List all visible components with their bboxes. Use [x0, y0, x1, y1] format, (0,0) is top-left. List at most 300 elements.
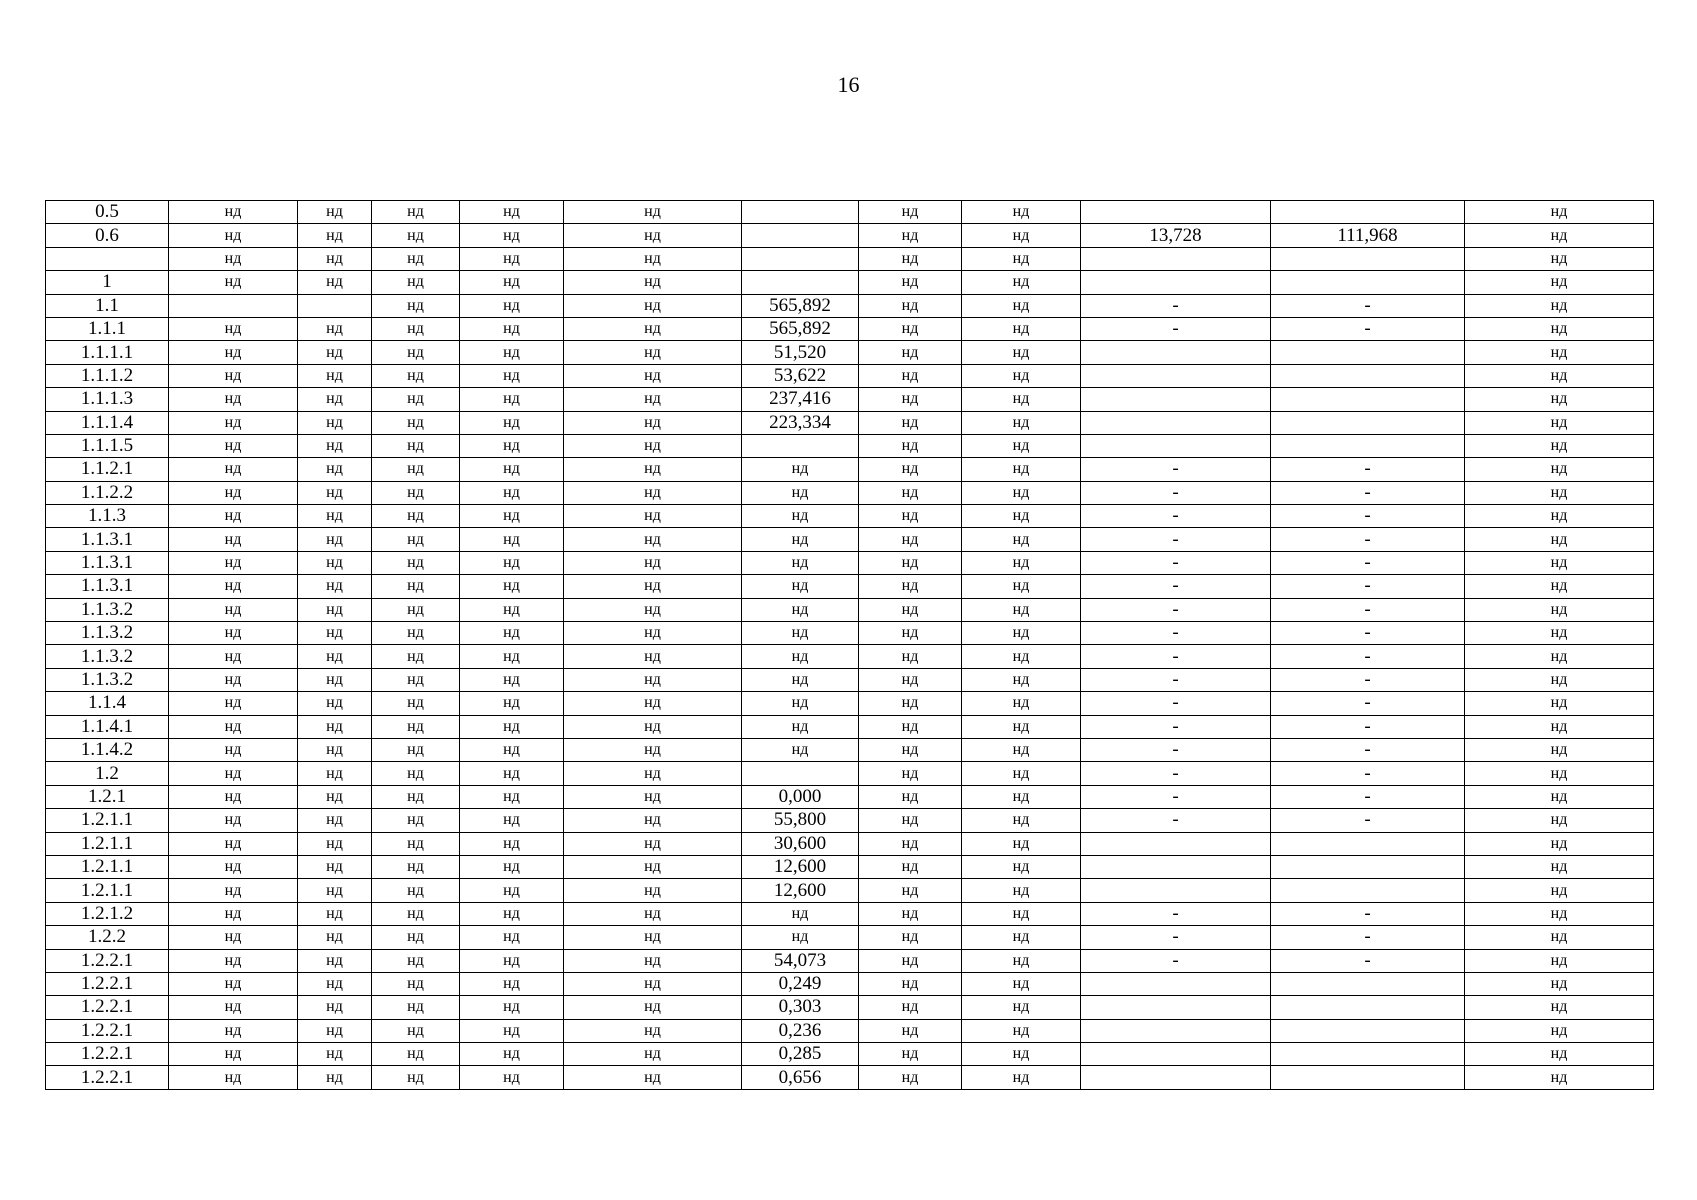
table-cell: нд — [859, 996, 962, 1019]
table-cell: нд — [859, 505, 962, 528]
table-cell: нд — [460, 855, 564, 878]
table-cell: - — [1271, 622, 1465, 645]
table-cell — [1081, 388, 1271, 411]
table-cell: нд — [962, 341, 1081, 364]
table-cell — [742, 247, 859, 270]
table-cell: нд — [859, 622, 962, 645]
table-cell: нд — [962, 411, 1081, 434]
table-cell: нд — [564, 785, 742, 808]
table-cell: нд — [169, 692, 298, 715]
table-cell: нд — [372, 972, 460, 995]
table-cell: нд — [460, 972, 564, 995]
table-cell: нд — [169, 271, 298, 294]
table-cell: нд — [1465, 434, 1654, 457]
table-cell: нд — [298, 902, 372, 925]
table-cell: - — [1271, 317, 1465, 340]
table-cell: нд — [859, 1043, 962, 1066]
table-cell: нд — [1465, 411, 1654, 434]
table-row — [46, 388, 1654, 411]
table-cell: нд — [1465, 785, 1654, 808]
table-cell: нд — [1465, 481, 1654, 504]
table-cell: нд — [372, 458, 460, 481]
table-cell: нд — [298, 458, 372, 481]
table-cell: нд — [564, 902, 742, 925]
table-cell: нд — [1465, 575, 1654, 598]
table-cell: нд — [962, 645, 1081, 668]
table-cell: - — [1271, 551, 1465, 574]
table-cell: нд — [460, 1019, 564, 1042]
table-cell: нд — [372, 949, 460, 972]
table-cell: нд — [169, 1019, 298, 1042]
table-cell: нд — [298, 247, 372, 270]
table-cell: нд — [169, 645, 298, 668]
table-cell: нд — [742, 738, 859, 761]
table-cell: 13,728 — [1081, 224, 1271, 247]
table-row — [46, 996, 1654, 1019]
table-cell — [1271, 832, 1465, 855]
table-cell: нд — [962, 388, 1081, 411]
table-row — [46, 902, 1654, 925]
table-cell: нд — [1465, 832, 1654, 855]
table-cell: нд — [859, 785, 962, 808]
table-cell: нд — [460, 201, 564, 224]
table-cell: нд — [859, 668, 962, 691]
table-cell: нд — [372, 505, 460, 528]
table-cell: нд — [169, 879, 298, 902]
table-cell — [1271, 434, 1465, 457]
table-cell: нд — [962, 528, 1081, 551]
table-cell: нд — [1465, 458, 1654, 481]
table-row — [46, 481, 1654, 504]
table-cell: нд — [298, 317, 372, 340]
table-cell: нд — [460, 388, 564, 411]
row-code-cell: 1.1.3.1 — [46, 575, 169, 598]
table-cell: нд — [962, 575, 1081, 598]
table-cell: - — [1271, 949, 1465, 972]
table-cell: нд — [1465, 879, 1654, 902]
table-row — [46, 224, 1654, 247]
table-row — [46, 1066, 1654, 1089]
table-cell: 12,600 — [742, 879, 859, 902]
table-cell: - — [1081, 575, 1271, 598]
table-cell: нд — [859, 528, 962, 551]
table-cell: нд — [372, 271, 460, 294]
table-cell: нд — [460, 341, 564, 364]
table-cell: нд — [169, 715, 298, 738]
table-cell: нд — [372, 388, 460, 411]
table-cell — [742, 762, 859, 785]
table-cell: нд — [1465, 692, 1654, 715]
table-cell: 0,236 — [742, 1019, 859, 1042]
table-cell — [1271, 1066, 1465, 1089]
table-cell: нд — [298, 575, 372, 598]
row-code-cell: 1.1.2.1 — [46, 458, 169, 481]
row-code-cell: 1.1.4 — [46, 692, 169, 715]
table-cell — [1081, 972, 1271, 995]
row-code-cell: 1.2.2.1 — [46, 996, 169, 1019]
table-cell: нд — [962, 201, 1081, 224]
row-code-cell: 1.1.1.4 — [46, 411, 169, 434]
table-cell: - — [1271, 902, 1465, 925]
row-code-cell: 1.1.3 — [46, 505, 169, 528]
table-cell: нд — [460, 598, 564, 621]
row-code-cell: 1.1.4.1 — [46, 715, 169, 738]
row-code-cell: 1 — [46, 271, 169, 294]
table-cell: нд — [298, 528, 372, 551]
table-cell: нд — [859, 411, 962, 434]
table-cell: нд — [298, 809, 372, 832]
table-row — [46, 317, 1654, 340]
table-row — [46, 972, 1654, 995]
table-cell: нд — [564, 996, 742, 1019]
table-cell: 0,303 — [742, 996, 859, 1019]
data-table — [45, 200, 1654, 1090]
table-row — [46, 949, 1654, 972]
table-cell: нд — [169, 551, 298, 574]
table-cell: нд — [962, 1066, 1081, 1089]
table-cell: нд — [460, 809, 564, 832]
table-cell: нд — [298, 1043, 372, 1066]
table-cell: нд — [859, 224, 962, 247]
table-cell: - — [1081, 738, 1271, 761]
row-code-cell: 1.2.1.1 — [46, 832, 169, 855]
table-cell: нд — [1465, 622, 1654, 645]
table-cell: - — [1081, 622, 1271, 645]
table-cell: нд — [1465, 201, 1654, 224]
table-cell: - — [1271, 294, 1465, 317]
table-cell — [1271, 411, 1465, 434]
row-code-cell: 1.2.2.1 — [46, 949, 169, 972]
table-row — [46, 738, 1654, 761]
table-cell: - — [1271, 785, 1465, 808]
table-row — [46, 294, 1654, 317]
table-cell: нд — [962, 715, 1081, 738]
table-cell: нд — [372, 645, 460, 668]
table-cell: нд — [962, 972, 1081, 995]
table-cell: - — [1081, 645, 1271, 668]
table-cell: нд — [169, 622, 298, 645]
row-code-cell: 1.2 — [46, 762, 169, 785]
table-cell: нд — [962, 949, 1081, 972]
table-cell: - — [1081, 692, 1271, 715]
table-cell: нд — [859, 715, 962, 738]
table-cell: нд — [460, 528, 564, 551]
table-cell: - — [1081, 668, 1271, 691]
table-cell: нд — [564, 388, 742, 411]
table-cell: нд — [859, 201, 962, 224]
table-cell: - — [1081, 949, 1271, 972]
table-cell: 30,600 — [742, 832, 859, 855]
table-cell: нд — [169, 481, 298, 504]
table-cell: нд — [1465, 224, 1654, 247]
table-cell — [1081, 341, 1271, 364]
table-cell: нд — [298, 481, 372, 504]
table-cell: нд — [460, 551, 564, 574]
row-code-cell: 1.2.2 — [46, 926, 169, 949]
row-code-cell: 1.1.1.5 — [46, 434, 169, 457]
table-cell: нд — [460, 738, 564, 761]
table-cell: нд — [460, 458, 564, 481]
table-cell: нд — [859, 598, 962, 621]
table-cell: нд — [859, 434, 962, 457]
table-row — [46, 622, 1654, 645]
table-cell: нд — [372, 668, 460, 691]
table-cell: нд — [460, 317, 564, 340]
table-cell: 0,000 — [742, 785, 859, 808]
table-cell: нд — [962, 902, 1081, 925]
table-cell: нд — [1465, 996, 1654, 1019]
table-cell: нд — [372, 926, 460, 949]
table-cell: нд — [742, 575, 859, 598]
table-cell: нд — [372, 201, 460, 224]
table-cell: нд — [372, 247, 460, 270]
table-row — [46, 668, 1654, 691]
table-cell: нд — [169, 598, 298, 621]
table-row — [46, 247, 1654, 270]
table-cell: - — [1081, 505, 1271, 528]
table-cell: нд — [460, 294, 564, 317]
table-cell: нд — [1465, 317, 1654, 340]
table-cell: нд — [298, 364, 372, 387]
table-cell — [1271, 247, 1465, 270]
table-cell: нд — [742, 645, 859, 668]
table-cell: нд — [298, 785, 372, 808]
table-cell: нд — [564, 949, 742, 972]
table-cell: нд — [742, 692, 859, 715]
table-cell: нд — [298, 622, 372, 645]
table-cell: нд — [564, 224, 742, 247]
table-cell: нд — [169, 458, 298, 481]
table-cell: нд — [564, 294, 742, 317]
table-cell: нд — [859, 458, 962, 481]
table-cell: нд — [298, 434, 372, 457]
table-cell: нд — [564, 598, 742, 621]
table-cell: нд — [859, 855, 962, 878]
table-row — [46, 809, 1654, 832]
table-cell: нд — [564, 855, 742, 878]
table-cell: 55,800 — [742, 809, 859, 832]
table-cell: нд — [169, 1066, 298, 1089]
table-cell — [1081, 1066, 1271, 1089]
table-cell: нд — [169, 902, 298, 925]
table-cell: - — [1271, 458, 1465, 481]
table-cell: - — [1081, 785, 1271, 808]
table-cell — [742, 201, 859, 224]
table-cell — [169, 294, 298, 317]
row-code-cell: 1.2.2.1 — [46, 1066, 169, 1089]
table-cell: нд — [564, 1019, 742, 1042]
table-cell: нд — [372, 762, 460, 785]
table-cell: нд — [859, 645, 962, 668]
table-cell: нд — [460, 411, 564, 434]
table-cell: нд — [1465, 645, 1654, 668]
table-cell: нд — [564, 317, 742, 340]
table-cell: нд — [564, 434, 742, 457]
table-cell: нд — [169, 926, 298, 949]
table-cell — [1081, 996, 1271, 1019]
table-cell: - — [1271, 528, 1465, 551]
table-cell — [1271, 201, 1465, 224]
table-cell: нд — [298, 738, 372, 761]
table-cell: нд — [859, 972, 962, 995]
table-cell: - — [1271, 715, 1465, 738]
table-cell: нд — [460, 832, 564, 855]
table-cell: нд — [1465, 598, 1654, 621]
table-cell: нд — [564, 692, 742, 715]
table-cell: нд — [1465, 294, 1654, 317]
table-cell: нд — [962, 458, 1081, 481]
table-cell: нд — [460, 1066, 564, 1089]
table-cell: - — [1271, 481, 1465, 504]
table-cell: нд — [169, 575, 298, 598]
table-cell: нд — [742, 551, 859, 574]
table-cell: нд — [859, 481, 962, 504]
row-code-cell: 1.2.1.2 — [46, 902, 169, 925]
table-cell: нд — [169, 317, 298, 340]
table-cell — [298, 294, 372, 317]
table-cell: 0,249 — [742, 972, 859, 995]
table-row — [46, 598, 1654, 621]
table-cell: нд — [169, 832, 298, 855]
table-cell: нд — [298, 341, 372, 364]
table-cell: нд — [564, 528, 742, 551]
table-cell: нд — [564, 505, 742, 528]
table-row — [46, 575, 1654, 598]
row-code-cell: 1.1.1 — [46, 317, 169, 340]
table-row — [46, 458, 1654, 481]
table-cell: нд — [1465, 855, 1654, 878]
table-cell: - — [1271, 738, 1465, 761]
table-row — [46, 551, 1654, 574]
table-cell: нд — [564, 458, 742, 481]
row-code-cell: 1.1.1.2 — [46, 364, 169, 387]
row-code-cell: 1.1.3.2 — [46, 622, 169, 645]
row-code-cell: 1.1.3.1 — [46, 551, 169, 574]
table-cell: нд — [460, 668, 564, 691]
table-cell: нд — [460, 247, 564, 270]
table-cell — [1081, 855, 1271, 878]
table-cell: нд — [460, 271, 564, 294]
table-cell: нд — [298, 1019, 372, 1042]
table-cell: нд — [742, 622, 859, 645]
table-cell: нд — [962, 926, 1081, 949]
row-code-cell: 1.2.1 — [46, 785, 169, 808]
table-cell: - — [1081, 762, 1271, 785]
table-cell: нд — [298, 926, 372, 949]
table-cell: нд — [859, 902, 962, 925]
table-cell: нд — [564, 622, 742, 645]
row-code-cell: 0.6 — [46, 224, 169, 247]
table-cell: нд — [962, 855, 1081, 878]
row-code-cell: 1.1.1.1 — [46, 341, 169, 364]
page-number: 16 — [837, 72, 860, 97]
table-cell: - — [1271, 575, 1465, 598]
table-cell: нд — [962, 738, 1081, 761]
table-cell: нд — [298, 271, 372, 294]
table-cell: нд — [372, 692, 460, 715]
table-cell: нд — [859, 692, 962, 715]
table-cell: нд — [169, 201, 298, 224]
table-cell: нд — [169, 224, 298, 247]
table-cell: нд — [859, 949, 962, 972]
table-cell: нд — [460, 224, 564, 247]
table-cell: нд — [564, 972, 742, 995]
table-cell: нд — [962, 505, 1081, 528]
table-row — [46, 411, 1654, 434]
table-cell: нд — [460, 996, 564, 1019]
table-cell: нд — [859, 1019, 962, 1042]
table-cell: нд — [298, 855, 372, 878]
table-cell: 51,520 — [742, 341, 859, 364]
table-cell: нд — [298, 201, 372, 224]
table-cell: нд — [1465, 364, 1654, 387]
table-cell: нд — [169, 809, 298, 832]
row-code-cell: 1.1.3.2 — [46, 668, 169, 691]
table-cell: 0,656 — [742, 1066, 859, 1089]
table-cell: - — [1081, 926, 1271, 949]
table-cell: нд — [169, 738, 298, 761]
table-cell: нд — [372, 809, 460, 832]
table-cell: нд — [1465, 1043, 1654, 1066]
table-cell: нд — [169, 762, 298, 785]
table-cell: нд — [169, 855, 298, 878]
table-cell: нд — [742, 528, 859, 551]
table-cell: нд — [298, 832, 372, 855]
table-cell — [1271, 996, 1465, 1019]
table-cell: нд — [372, 598, 460, 621]
table-cell: нд — [962, 622, 1081, 645]
table-cell: нд — [169, 528, 298, 551]
table-cell: нд — [859, 247, 962, 270]
table-cell: нд — [372, 341, 460, 364]
row-code-cell: 1.2.1.1 — [46, 855, 169, 878]
table-cell: нд — [460, 481, 564, 504]
table-cell: - — [1081, 458, 1271, 481]
row-code-cell: 1.1 — [46, 294, 169, 317]
table-cell: нд — [460, 622, 564, 645]
table-cell: нд — [962, 785, 1081, 808]
table-cell: нд — [1465, 341, 1654, 364]
table-cell: нд — [298, 551, 372, 574]
table-cell — [1271, 388, 1465, 411]
table-row — [46, 434, 1654, 457]
table-cell: нд — [169, 785, 298, 808]
table-cell: нд — [372, 575, 460, 598]
table-cell: нд — [742, 902, 859, 925]
table-cell: нд — [372, 364, 460, 387]
table-cell: нд — [564, 481, 742, 504]
table-cell: нд — [1465, 1019, 1654, 1042]
table-cell: нд — [460, 926, 564, 949]
table-cell: - — [1081, 902, 1271, 925]
table-cell: нд — [169, 668, 298, 691]
table-cell: нд — [962, 668, 1081, 691]
table-cell: нд — [859, 926, 962, 949]
table-cell: нд — [1465, 528, 1654, 551]
table-row — [46, 528, 1654, 551]
table-cell: - — [1081, 528, 1271, 551]
table-cell: нд — [564, 575, 742, 598]
row-code-cell: 1.2.2.1 — [46, 972, 169, 995]
table-cell: нд — [169, 411, 298, 434]
table-cell: 111,968 — [1271, 224, 1465, 247]
table-cell: нд — [372, 294, 460, 317]
table-cell: нд — [1465, 271, 1654, 294]
table-cell: 223,334 — [742, 411, 859, 434]
table-cell: - — [1081, 481, 1271, 504]
table-cell: нд — [460, 879, 564, 902]
table-cell: 53,622 — [742, 364, 859, 387]
